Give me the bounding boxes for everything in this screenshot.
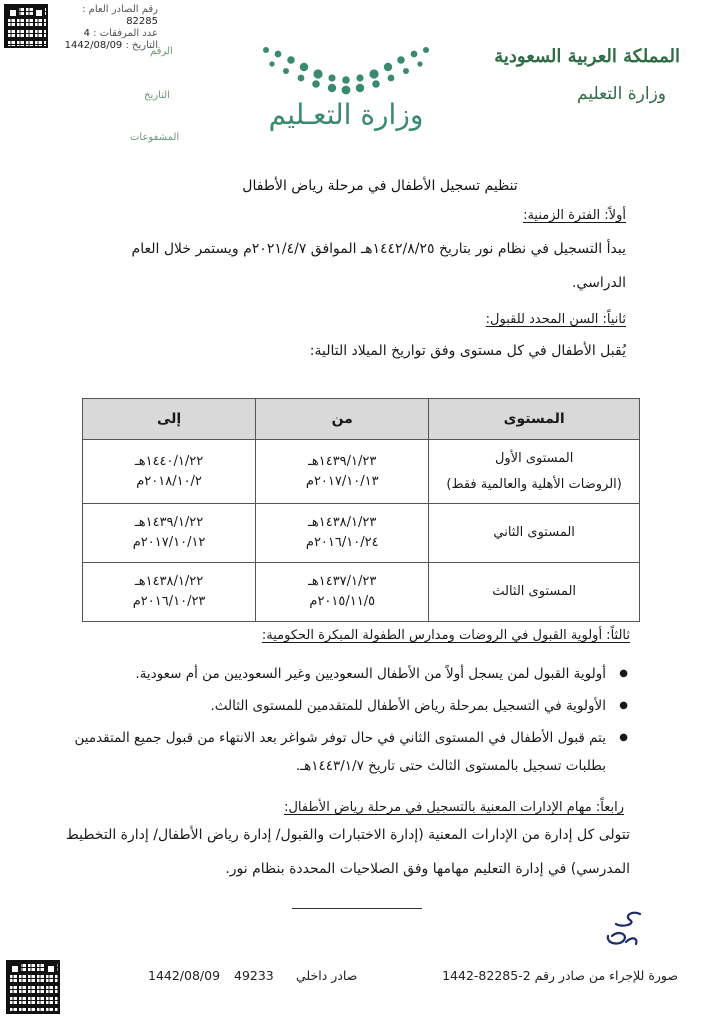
divider-line	[292, 908, 422, 909]
to-gregorian: ٢٠١٨/١٠/٢م	[136, 473, 202, 489]
label-attachments: المشفوعات	[130, 132, 180, 143]
from-gregorian: ٢٠١٧/١٠/١٣م	[305, 473, 379, 489]
level-note: (الروضات الأهلية والعالمية فقط)	[446, 476, 622, 492]
from-gregorian: ٢٠١٦/١٠/٢٤م	[305, 535, 379, 550]
label-number: الرقم	[150, 46, 173, 57]
to-cell	[83, 440, 256, 504]
level-name: المستوى الثالث	[492, 584, 577, 599]
table-row	[83, 563, 640, 622]
section-4-heading: رابعاً: مهام الإدارات المعنية بالتسجيل في مرحلة رياض الأطفال:	[284, 800, 624, 815]
col-to-header: إلى	[83, 399, 256, 440]
level-cell	[429, 440, 640, 504]
document-title: تنظيم تسجيل الأطفال في مرحلة رياض الأطفال	[242, 178, 518, 194]
list-item: ● الأولوية في التسجيل بمرحلة رياض الأطفال للمتقدمين للمستوى الثالث.	[52, 692, 612, 720]
section-2-heading: ثانياً: السن المحدد للقبول:	[485, 312, 626, 327]
to-gregorian: ٢٠١٧/١٠/١٢م	[132, 535, 206, 550]
section-3-list	[52, 660, 630, 780]
to-hijri: ١٤٣٨/١/٢٢هـ	[134, 574, 204, 589]
ministry-logo	[246, 38, 446, 138]
col-level-header: المستوى	[429, 399, 640, 440]
from-cell	[256, 504, 429, 563]
section-1-para-line-2: الدراسي.	[571, 275, 626, 291]
to-cell	[83, 504, 256, 563]
from-hijri: ١٤٣٨/١/٢٣هـ	[308, 515, 377, 530]
label-date: التاريخ	[144, 90, 170, 101]
meta-block	[50, 4, 158, 52]
level-cell	[429, 563, 640, 622]
to-gregorian: ٢٠١٦/١٠/٢٣م	[132, 594, 206, 609]
kingdom-name: المملكة العربية السعودية	[494, 46, 680, 67]
from-cell	[256, 440, 429, 504]
footer-internal-number: 49233	[234, 968, 274, 983]
level-name: المستوى الأول	[494, 450, 574, 466]
section-1-heading: أولاً: الفترة الزمنية:	[523, 208, 626, 223]
from-hijri: ١٤٣٧/١/٢٣هـ	[308, 574, 377, 589]
section-4-para-line-2: المدرسي) في إدارة التعليم مهامها وفق الصلاحيات المحددة بنظام نور.	[225, 861, 630, 877]
birth-dates-table	[82, 398, 640, 622]
section-2-intro: يُقبل الأطفال في كل مستوى وفق تواريخ الميلاد التالية:	[309, 343, 626, 359]
footer-date: 1442/08/09	[148, 968, 221, 983]
level-cell	[429, 504, 640, 563]
to-hijri: ١٤٣٩/١/٢٢هـ	[134, 515, 204, 530]
section-4-para-line-1: تتولى كل إدارة من الإدارات المعنية (إدارة الاختبارات والقبول/ إدارة رياض الأطفال/ إدارة التخطيط	[65, 827, 630, 843]
section-1-para-line-1: يبدأ التسجيل في نظام نور بتاريخ ١٤٤٢/٨/٢٥هـ الموافق ٢٠٢١/٤/٧م ويستمر خلال العام	[131, 241, 626, 257]
ministry-name: وزارة التعليم	[577, 84, 666, 104]
list-item: ● أولوية القبول لمن يسجل أولاً من الأطفال السعوديين وغير السعوديين من أم سعودية.	[52, 660, 612, 688]
qr-code-top	[4, 4, 48, 48]
level-name: المستوى الثاني	[493, 525, 575, 540]
meta-number: رقم الصادر العام : 82285	[82, 4, 158, 27]
section-3-heading: ثالثاً: أولوية القبول في الروضات ومدارس الطفولة المبكرة الحكومية:	[261, 628, 630, 643]
qr-code-bottom	[6, 960, 60, 1014]
table-row	[83, 504, 640, 563]
col-from-header: من	[256, 399, 429, 440]
logo-text: وزارة التعـليم	[268, 98, 424, 131]
footer-copy-reference: صورة للإجراء من صادر رقم 2-82285-1442	[442, 968, 678, 983]
table-row	[83, 440, 640, 504]
meta-attachments: عدد المرفقات : 4	[83, 28, 158, 39]
list-item: ● يتم قبول الأطفال في المستوى الثاني في حال توفر شواغر بعد الانتهاء من قبول جميع المتقدمين بطلبات تسجيل بالمستوى الثالث حتى تاريخ ١٤٤٣/١/٧هـ.	[52, 724, 612, 780]
to-hijri: ١٤٤٠/١/٢٢هـ	[134, 453, 204, 469]
meta-date: التاريخ : 1442/08/09	[64, 40, 158, 51]
to-cell	[83, 563, 256, 622]
from-cell	[256, 563, 429, 622]
signature	[592, 906, 652, 956]
footer-internal-label: صادر داخلي	[296, 968, 358, 983]
from-gregorian: ٢٠١٥/١١/٥م	[309, 594, 376, 609]
ministry-logo-mark	[246, 38, 446, 98]
from-hijri: ١٤٣٩/١/٢٣هـ	[308, 453, 377, 469]
table-header-row	[83, 399, 640, 440]
